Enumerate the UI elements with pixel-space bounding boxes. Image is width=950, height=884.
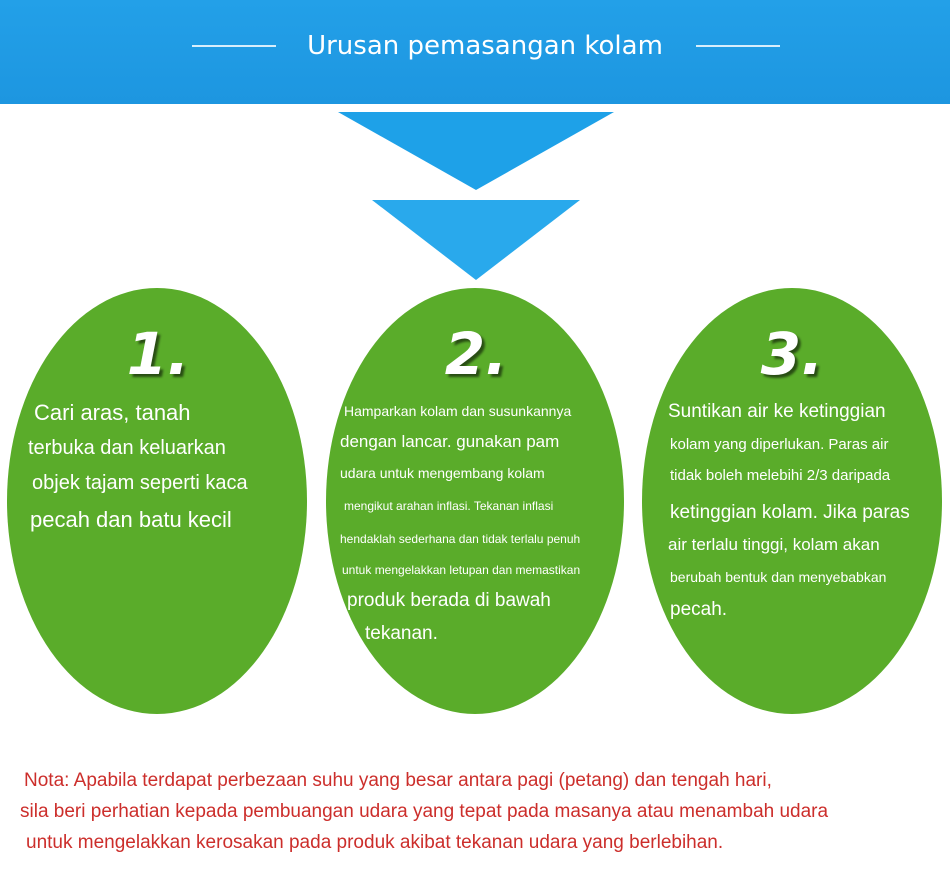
step-3-line: Suntikan air ke ketinggian (668, 401, 886, 422)
step-1-line: terbuka dan keluarkan (28, 437, 226, 459)
note-line: sila beri perhatian kepada pembuangan udara yang tepat pada masanya atau menambah udara (20, 801, 829, 822)
step-1-line: Cari aras, tanah (34, 400, 191, 425)
step-2-line: udara untuk mengembang kolam (340, 465, 545, 481)
step-2-line: hendaklah sederhana dan tidak terlalu penuh (340, 532, 581, 546)
note-line: untuk mengelakkan kerosakan pada produk akibat tekanan udara yang berlebihan. (26, 832, 724, 853)
step-3-line: tidak boleh melebihi 2/3 daripada (670, 467, 891, 484)
step-2-line: dengan lancar. gunakan pam (340, 432, 560, 451)
step-1-number: 1. (126, 320, 190, 388)
step-1-line: pecah dan batu kecil (30, 507, 232, 532)
page-title: Urusan pemasangan kolam (307, 31, 663, 61)
step-3-line: kolam yang diperlukan. Paras air (670, 436, 889, 453)
title-banner (0, 0, 950, 104)
down-arrow-icon (338, 112, 614, 190)
step-3-number: 3. (760, 320, 824, 388)
step-2-line: tekanan. (365, 623, 438, 644)
step-2-line: produk berada di bawah (347, 590, 551, 611)
step-3-line: air terlalu tinggi, kolam akan (668, 535, 880, 554)
step-2-line: Hamparkan kolam dan susunkannya (344, 403, 572, 419)
step-3-line: pecah. (670, 599, 728, 620)
step-2-line: untuk mengelakkan letupan dan memastikan (342, 563, 581, 577)
title-rule-right (696, 45, 780, 47)
step-2-number: 2. (444, 320, 508, 388)
step-3-line: berubah bentuk dan menyebabkan (670, 569, 887, 585)
down-arrow-icon (372, 200, 580, 280)
note-line: Nota: Apabila terdapat perbezaan suhu yang besar antara pagi (petang) dan tengah hari, (24, 770, 772, 791)
title-rule-left (192, 45, 276, 47)
step-1-line: objek tajam seperti kaca (32, 472, 248, 494)
step-3-line: ketinggian kolam. Jika paras (670, 502, 910, 523)
step-2-line: mengikut arahan inflasi. Tekanan inflasi (344, 499, 554, 513)
